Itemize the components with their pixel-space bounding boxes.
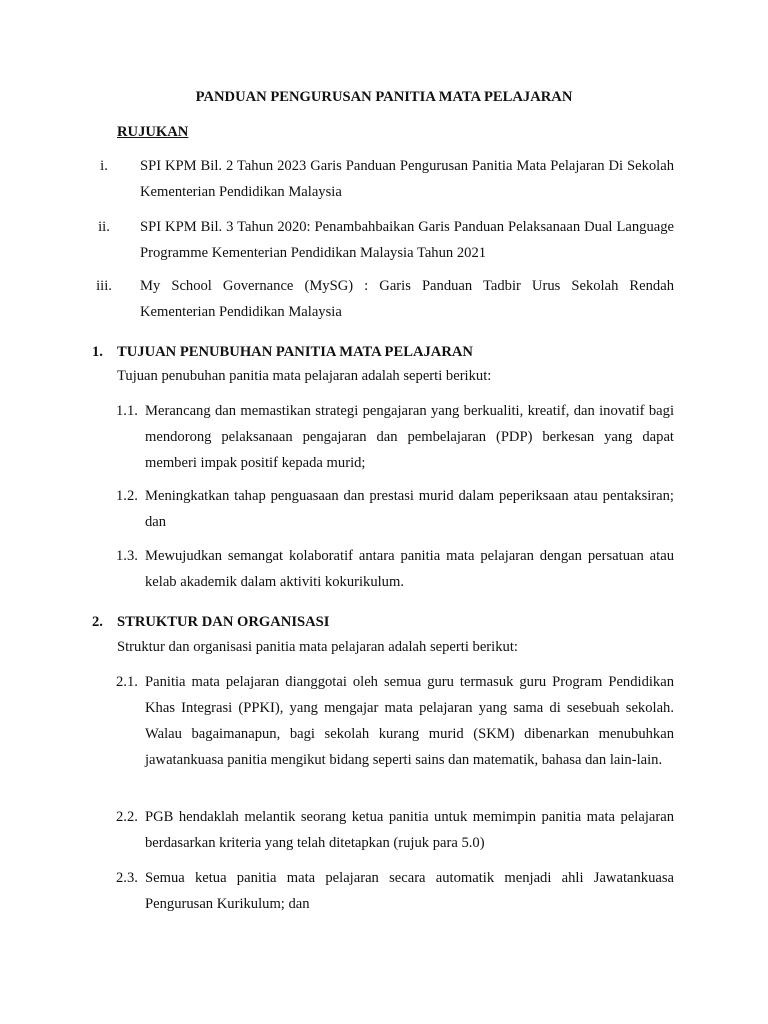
item-number: 2.3.: [116, 870, 138, 886]
reference-number: iii.: [96, 278, 112, 294]
item-number: 2.1.: [116, 674, 138, 690]
rujukan-heading: RUJUKAN: [117, 124, 189, 140]
section-title: STRUKTUR DAN ORGANISASI: [117, 614, 330, 630]
section-intro: Tujuan penubuhan panitia mata pelajaran adalah seperti berikut:: [117, 368, 492, 384]
item-text: Mewujudkan semangat kolaboratif antara panitia mata pelajaran dengan persatuan atau kelab akademik dalam aktiviti kokurikulum.: [145, 548, 674, 590]
item-number: 2.2.: [116, 809, 138, 825]
section-number: 1.: [92, 344, 103, 360]
section-intro: Struktur dan organisasi panitia mata pelajaran adalah seperti berikut:: [117, 639, 518, 655]
item-text: Semua ketua panitia mata pelajaran secara automatik menjadi ahli Jawatankuasa Pengurusan Kurikulum; dan: [145, 870, 674, 912]
item-text: PGB hendaklah melantik seorang ketua panitia untuk memimpin panitia mata pelajaran berdasarkan kriteria yang telah ditetapkan (rujuk para 5.0): [145, 809, 674, 851]
item-text: Panitia mata pelajaran dianggotai oleh semua guru termasuk guru Program Pendidikan Khas Integrasi (PPKI), yang mengajar mata pelajaran yang sama di sesebuah sekolah. Walau bagaimanapun, bagi sekolah kurang murid (SKM) dibenarkan menubuhkan jawatankuasa panitia mengikut bidang seperti sains dan matematik, bahasa dan lain-lain.: [145, 674, 674, 768]
reference-number: i.: [100, 158, 108, 174]
item-text: Meningkatkan tahap penguasaan dan prestasi murid dalam peperiksaan atau pentaksiran; dan: [145, 488, 674, 530]
reference-text: SPI KPM Bil. 2 Tahun 2023 Garis Panduan Pengurusan Panitia Mata Pelajaran Di Sekolah Kementerian Pendidikan Malaysia: [140, 158, 674, 200]
reference-number: ii.: [98, 219, 110, 235]
item-text: Merancang dan memastikan strategi pengajaran yang berkualiti, kreatif, dan inovatif bagi mendorong pelaksanaan pengajaran dan pembelajaran (PDP) berkesan yang dapat memberi impak positif kepada murid;: [145, 403, 674, 471]
item-number: 1.3.: [116, 548, 138, 564]
section-number: 2.: [92, 614, 103, 630]
page-title: PANDUAN PENGURUSAN PANITIA MATA PELAJARAN: [195, 89, 573, 105]
reference-text: My School Governance (MySG) : Garis Panduan Tadbir Urus Sekolah Rendah Kementerian Pendidikan Malaysia: [140, 278, 674, 320]
section-title: TUJUAN PENUBUHAN PANITIA MATA PELAJARAN: [117, 344, 473, 360]
item-number: 1.1.: [116, 403, 138, 419]
reference-text: SPI KPM Bil. 3 Tahun 2020: Penambahbaikan Garis Panduan Pelaksanaan Dual Language Programme Kementerian Pendidikan Malaysia Tahun 2021: [140, 219, 674, 261]
item-number: 1.2.: [116, 488, 138, 504]
